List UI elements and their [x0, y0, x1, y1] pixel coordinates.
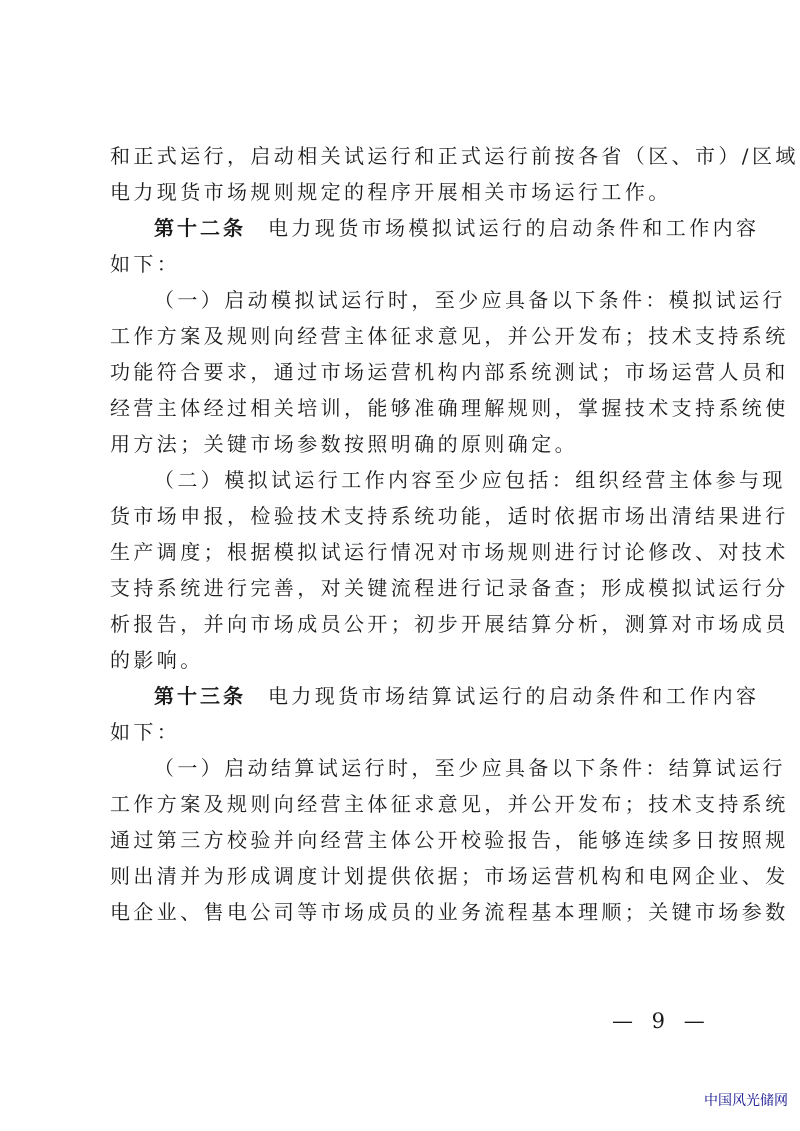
text-line: 用方法；关键市场参数按照明确的原则确定。 — [110, 432, 578, 456]
text-line: 工作方案及规则向经营主体征求意见，并公开发布；技术支持系统 — [110, 792, 789, 816]
text-line: 电企业、售电公司等市场成员的业务流程基本理顺；关键市场参数 — [110, 900, 789, 924]
paragraph-start-line: （一）启动结算试运行时，至少应具备以下条件：结算试运行 — [154, 756, 786, 780]
paragraph-start-line: （一）启动模拟试运行时，至少应具备以下条件：模拟试运行 — [154, 288, 786, 312]
article-13-line — [110, 678, 760, 714]
text-line: 析报告，并向市场成员公开；初步开展结算分析，测算对市场成员 — [110, 612, 789, 636]
text-line: 货市场申报，检验技术支持系统功能，适时依据市场出清结果进行 — [110, 504, 789, 528]
article-text: 电力现货市场模拟试运行的启动条件和工作内容 — [268, 216, 760, 240]
article-12-line — [110, 210, 760, 246]
text-line: 生产调度；根据模拟试运行情况对市场规则进行讨论修改、对技术 — [110, 540, 789, 564]
text-line: 如下： — [110, 252, 181, 276]
article-heading: 第十二条 — [154, 216, 246, 240]
page-number: — 9 — — [612, 1009, 711, 1033]
paragraph-start-line: （二）模拟试运行工作内容至少应包括：组织经营主体参与现 — [154, 468, 786, 492]
text-line: 经营主体经过相关培训，能够准确理解规则，掌握技术支持系统使 — [110, 396, 789, 420]
document-body — [110, 138, 799, 930]
text-line: 工作方案及规则向经营主体征求意见，并公开发布；技术支持系统 — [110, 324, 789, 348]
article-text: 电力现货市场结算试运行的启动条件和工作内容 — [268, 684, 760, 708]
text-line: 功能符合要求，通过市场运营机构内部系统测试；市场运营人员和 — [110, 360, 789, 384]
text-line: 如下： — [110, 720, 181, 744]
text-line: 通过第三方校验并向经营主体公开校验报告，能够连续多日按照规 — [110, 828, 789, 852]
text-line: 电力现货市场规则规定的程序开展相关市场运行工作。 — [110, 180, 672, 204]
text-line: 的影响。 — [110, 648, 204, 672]
text-line: 和正式运行，启动相关试运行和正式运行前按各省（区、市）/区域 — [110, 144, 799, 168]
text-line: 则出清并为形成调度计划提供依据；市场运营机构和电网企业、发 — [110, 864, 789, 888]
site-watermark: 中国风光储网 — [704, 1093, 788, 1109]
article-heading: 第十三条 — [154, 684, 246, 708]
text-line: 支持系统进行完善，对关键流程进行记录备查；形成模拟试运行分 — [110, 576, 789, 600]
